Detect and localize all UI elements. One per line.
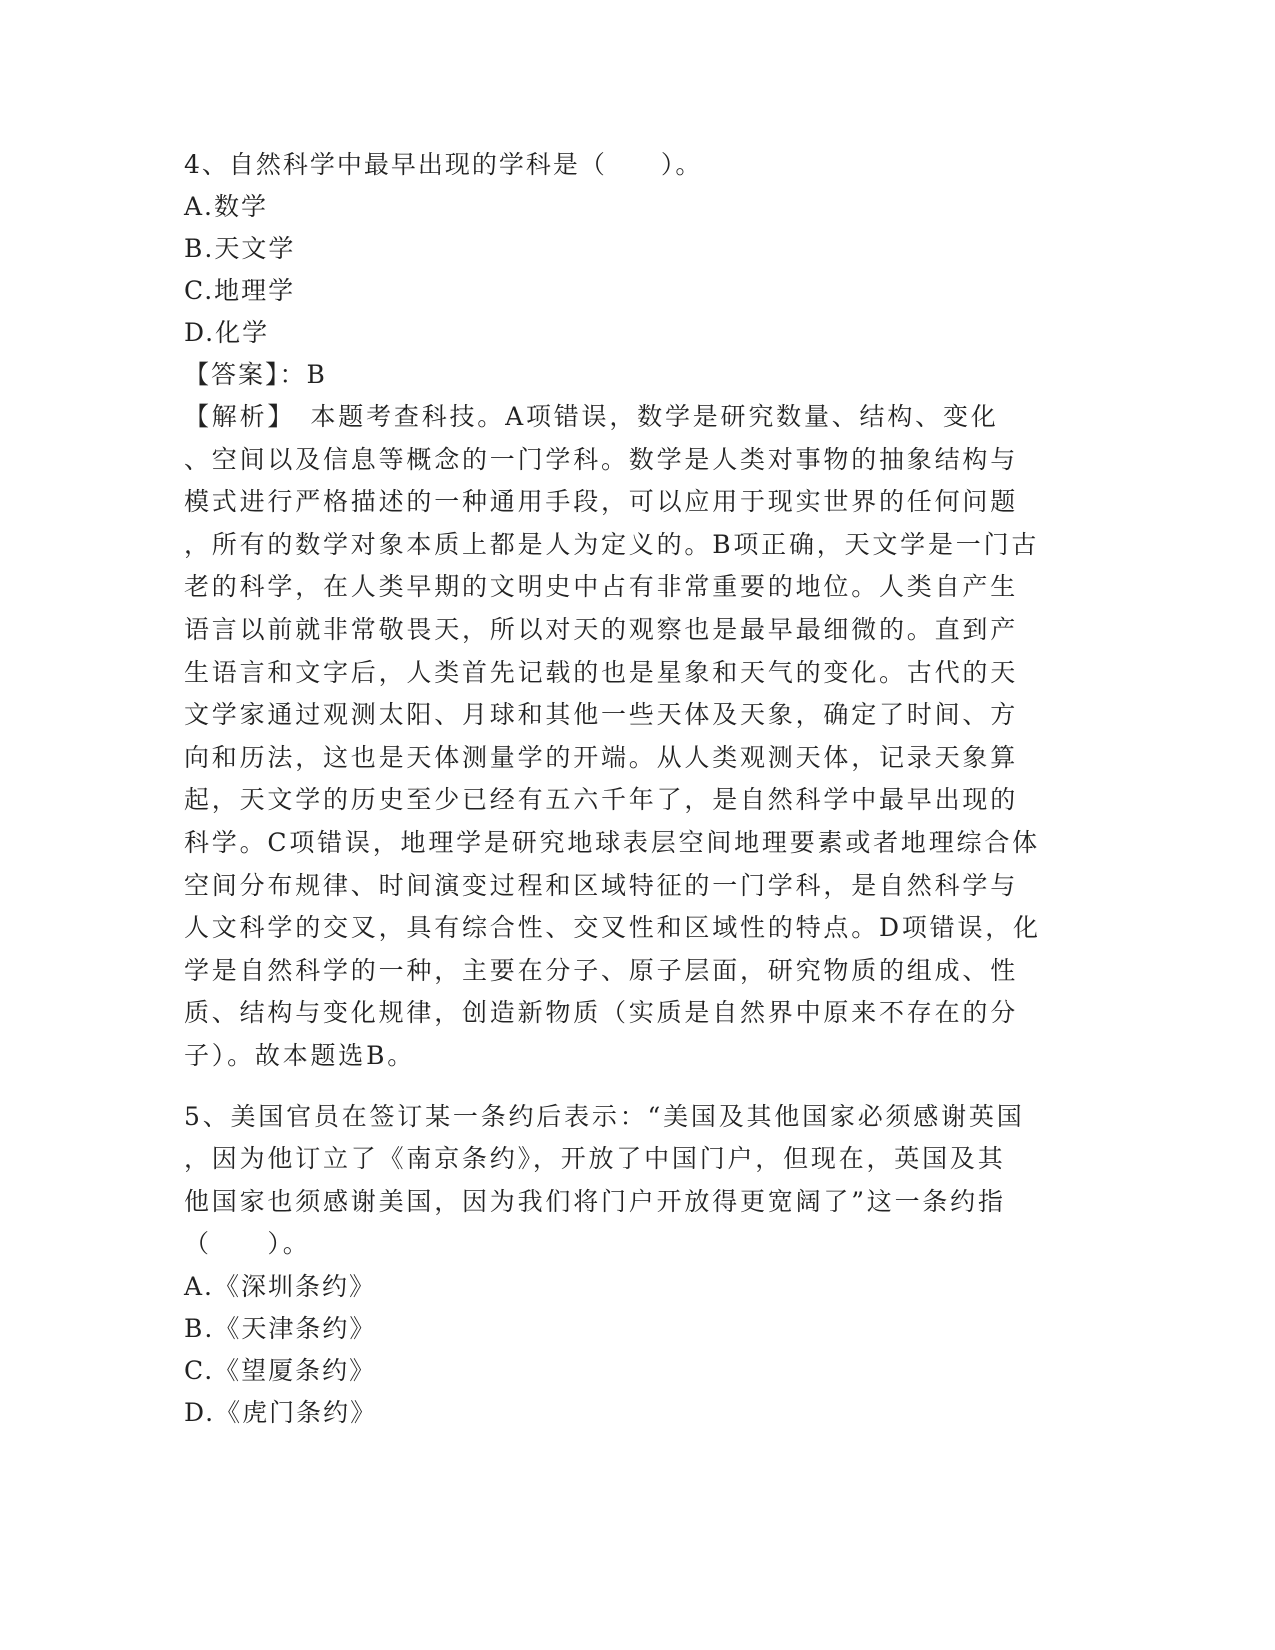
analysis-line: 模式进行严格描述的一种通用手段，可以应用于现实世界的任何问题 bbox=[184, 487, 1019, 517]
analysis-line: 老的科学，在人类早期的文明史中占有非常重要的地位。人类自产生 bbox=[184, 572, 1019, 602]
question-4-option-b: B.天文学 bbox=[184, 234, 296, 263]
question-4-answer: 【答案】：B bbox=[184, 360, 327, 389]
question-5-stem-line: ，因为他订立了《南京条约》，开放了中国门户，但现在，英国及其 bbox=[184, 1144, 1006, 1174]
analysis-line: 人文科学的交叉，具有综合性、交叉性和区域性的特点。D项错误，化 bbox=[184, 913, 1041, 943]
analysis-line: 起，天文学的历史至少已经有五六千年了，是自然科学中最早出现的 bbox=[184, 785, 1019, 815]
analysis-line: 生语言和文字后，人类首先记载的也是星象和天气的变化。古代的天 bbox=[184, 657, 1019, 687]
question-4-stem: 4、自然科学中最早出现的学科是（ ）。 bbox=[184, 150, 703, 179]
question-gap bbox=[184, 1078, 1084, 1096]
question-4-analysis bbox=[184, 396, 1084, 1078]
question-4-option-c: C.地理学 bbox=[184, 276, 296, 305]
analysis-line: 【解析】 本题考查科技。A项错误，数学是研究数量、结构、变化 bbox=[184, 402, 999, 431]
analysis-line: 向和历法，这也是天体测量学的开端。从人类观测天体，记录天象算 bbox=[184, 742, 1019, 772]
document-page bbox=[184, 144, 1084, 1434]
question-5-stem-line: 5、美国官员在签订某一条约后表示：“美国及其他国家必须感谢英国 bbox=[184, 1101, 1025, 1131]
analysis-line: 学是自然科学的一种，主要在分子、原子层面，研究物质的组成、性 bbox=[184, 955, 1019, 985]
question-5-stem-line: （ ）。 bbox=[184, 1229, 311, 1259]
analysis-line: 空间分布规律、时间演变过程和区域特征的一门学科，是自然科学与 bbox=[184, 870, 1019, 900]
analysis-line: 、空间以及信息等概念的一门学科。数学是人类对事物的抽象结构与 bbox=[184, 444, 1019, 474]
analysis-line: 质、结构与变化规律，创造新物质（实质是自然界中原来不存在的分 bbox=[184, 998, 1019, 1028]
question-5-option-b: B.《天津条约》 bbox=[184, 1313, 377, 1343]
analysis-line: ，所有的数学对象本质上都是人为定义的。B项正确，天文学是一门古 bbox=[184, 529, 1040, 559]
question-4-option-a: A.数学 bbox=[184, 192, 269, 221]
question-5-option-c: C.《望厦条约》 bbox=[184, 1355, 377, 1385]
question-5-option-a: A.《深圳条约》 bbox=[184, 1271, 377, 1301]
question-4 bbox=[184, 144, 1084, 1078]
analysis-line: 子）。故本题选B。 bbox=[184, 1040, 416, 1070]
question-4-option-d: D.化学 bbox=[184, 318, 270, 347]
question-5-option-d: D.《虎门条约》 bbox=[184, 1397, 378, 1427]
analysis-line: 语言以前就非常敬畏天，所以对天的观察也是最早最细微的。直到产 bbox=[184, 614, 1019, 644]
question-5 bbox=[184, 1096, 1084, 1434]
question-5-stem-line: 他国家也须感谢美国，因为我们将门户开放得更宽阔了”这一条约指 bbox=[184, 1186, 1006, 1216]
analysis-line: 科学。C项错误，地理学是研究地球表层空间地理要素或者地理综合体 bbox=[184, 827, 1040, 857]
analysis-line: 文学家通过观测太阳、月球和其他一些天体及天象，确定了时间、方 bbox=[184, 700, 1019, 730]
